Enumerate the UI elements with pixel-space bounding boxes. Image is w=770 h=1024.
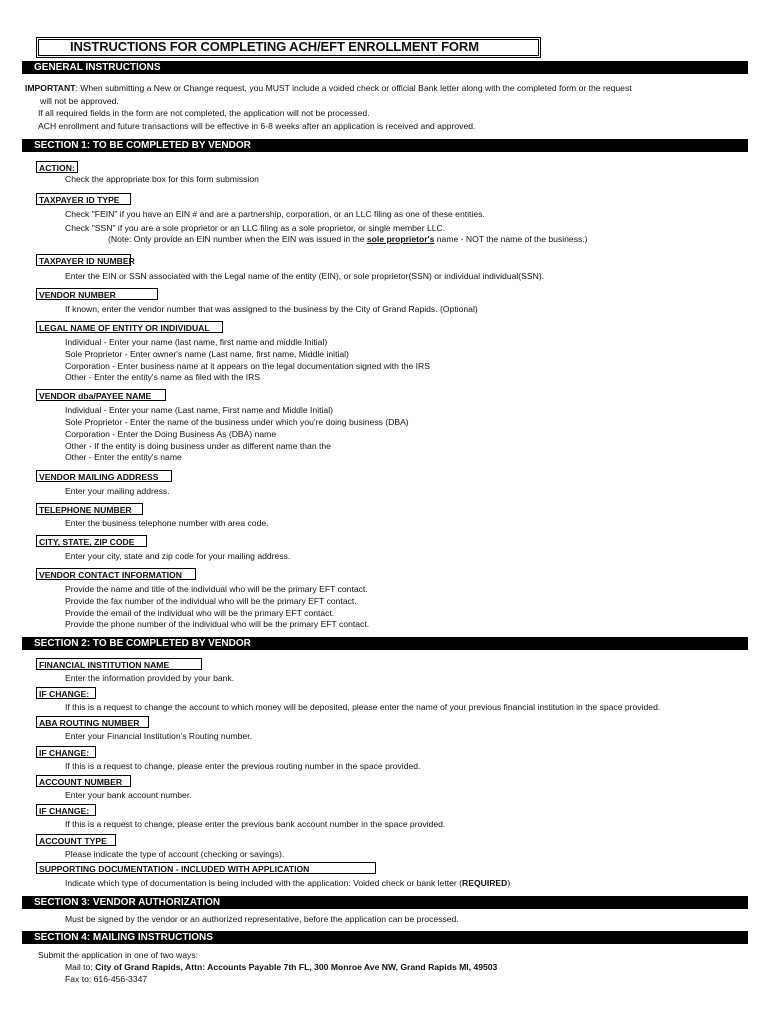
taxpayer-id-type-line-1: Check "FEIN" if you have an EIN # and are a partnership, corporation, or an LLC filing as one of these entities. — [65, 209, 485, 219]
section-4-header: SECTION 4: MAILING INSTRUCTIONS — [22, 931, 748, 944]
submit-intro: Submit the application in one of two ways: — [38, 950, 199, 960]
dba-line: Other - Enter the entity's name — [65, 452, 182, 462]
important-text: : When submitting a New or Change request, you MUST include a voided check or official Bank letter along with the completed form or the request — [75, 83, 632, 93]
account-type-label: ACCOUNT TYPE — [36, 834, 116, 846]
account-number-text: Enter your bank account number. — [65, 790, 192, 800]
if-change-label-2: IF CHANGE: — [36, 746, 96, 758]
contact-line: Provide the name and title of the individual who will be the primary EFT contact. — [65, 584, 368, 594]
general-instructions-header: GENERAL INSTRUCTIONS — [22, 61, 748, 74]
vendor-mailing-address-text: Enter your mailing address. — [65, 486, 170, 496]
taxpayer-id-number-label: TAXPAYER ID NUMBER — [36, 254, 131, 266]
legal-name-label: LEGAL NAME OF ENTITY OR INDIVIDUAL — [36, 321, 223, 333]
taxpayer-id-type-label: TAXPAYER ID TYPE — [36, 193, 131, 205]
dba-line: Other - If the entity is doing business under as different name than the — [65, 441, 331, 451]
vendor-number-label: VENDOR NUMBER — [36, 288, 158, 300]
supporting-documentation-text — [65, 878, 510, 889]
financial-institution-text: Enter the information provided by your bank. — [65, 673, 235, 683]
mail-to-address: City of Grand Rapids, Attn: Accounts Payable 7th FL, 300 Monroe Ave NW, Grand Rapids MI, 49503 — [95, 962, 498, 972]
vendor-mailing-address-label: VENDOR MAILING ADDRESS — [36, 470, 172, 482]
doc-text-post: ) — [507, 878, 511, 888]
telephone-number-label: TELEPHONE NUMBER — [36, 503, 143, 515]
if-change-text-3: If this is a request to change, please enter the previous bank account number in the space provided. — [65, 819, 446, 829]
note-pre: (Note: Only provide an EIN number when the EIN was issued in the — [108, 234, 367, 244]
supporting-documentation-label: SUPPORTING DOCUMENTATION - INCLUDED WITH APPLICATION — [36, 862, 376, 874]
taxpayer-id-type-note — [108, 234, 588, 245]
if-change-label-1: IF CHANGE: — [36, 687, 96, 699]
legal-name-line: Corporation - Enter business name at it appears on the legal documentation signed with the IRS — [65, 361, 430, 371]
financial-institution-label: FINANCIAL INSTITUTION NAME — [36, 658, 202, 670]
general-line-2: If all required fields in the form are not completed, the application will not be processed. — [38, 108, 370, 118]
mail-to-prefix: Mail to: — [65, 962, 96, 972]
vendor-contact-label: VENDOR CONTACT INFORMATION — [36, 568, 196, 580]
vendor-number-text: If known, enter the vendor number that was assigned to the business by the City of Grand Rapids. (Optional) — [65, 304, 478, 314]
important-continuation: will not be approved. — [40, 96, 119, 106]
dba-line: Sole Proprietor - Enter the name of the business under which you're doing business (DBA) — [65, 417, 409, 427]
important-line — [25, 83, 632, 94]
legal-name-line: Sole Proprietor - Enter owner's name (Last name, first name, Middle initial) — [65, 349, 349, 359]
contact-line: Provide the email of the individual who will be the primary EFT contact. — [65, 608, 335, 618]
section-3-header: SECTION 3: VENDOR AUTHORIZATION — [22, 896, 748, 909]
action-label: ACTION: — [36, 161, 78, 173]
if-change-label-3: IF CHANGE: — [36, 804, 96, 816]
dba-line: Corporation - Enter the Doing Business As (DBA) name — [65, 429, 277, 439]
general-line-3: ACH enrollment and future transactions will be effective in 6-8 weeks after an application is received and approved. — [38, 121, 476, 131]
taxpayer-id-number-text: Enter the EIN or SSN associated with the Legal name of the entity (EIN), or sole proprietor(SSN) or individual individual(SSN). — [65, 271, 545, 281]
section-1-header: SECTION 1: TO BE COMPLETED BY VENDOR — [22, 139, 748, 152]
taxpayer-id-type-line-2: Check "SSN" if you are a sole proprietor or an LLC filing as a sole proprietor, or single member LLC. — [65, 223, 446, 233]
mail-to-line — [65, 962, 497, 973]
important-label: IMPORTANT — [25, 83, 76, 93]
section-3-text: Must be signed by the vendor or an authorized representative, before the application can be processed. — [65, 914, 459, 924]
fax-line: Fax to: 616-456-3347 — [65, 974, 148, 984]
telephone-number-text: Enter the business telephone number with area code. — [65, 518, 269, 528]
note-post: name - NOT the name of the business.) — [434, 234, 588, 244]
page-title: INSTRUCTIONS FOR COMPLETING ACH/EFT ENROLLMENT FORM — [70, 39, 479, 54]
if-change-text-2: If this is a request to change, please enter the previous routing number in the space provided. — [65, 761, 421, 771]
legal-name-line: Other - Enter the entity's name as filed with the IRS — [65, 372, 261, 382]
if-change-text-1: If this is a request to change the account to which money will be deposited, please enter the name of your previous financial institution in the space provided. — [65, 702, 661, 712]
vendor-dba-label: VENDOR dba/PAYEE NAME — [36, 389, 166, 401]
city-state-zip-text: Enter your city, state and zip code for your mailing address. — [65, 551, 291, 561]
doc-text-pre: Indicate which type of documentation is being included with the application: Voided check or bank letter ( — [65, 878, 462, 888]
doc-text-required: REQUIRED — [462, 878, 508, 888]
legal-name-line: Individual - Enter your name (last name, first name and middle Initial) — [65, 337, 328, 347]
account-type-text: Please indicate the type of account (checking or savings). — [65, 849, 285, 859]
dba-line: Individual - Enter your name (Last name, First name and Middle Initial) — [65, 405, 333, 415]
city-state-zip-label: CITY, STATE, ZIP CODE — [36, 535, 147, 547]
aba-routing-label: ABA ROUTING NUMBER — [36, 716, 149, 728]
action-text: Check the appropriate box for this form submission — [65, 174, 259, 184]
contact-line: Provide the phone number of the individual who will be the primary EFT contact. — [65, 619, 370, 629]
note-emphasis: sole proprietor's — [366, 234, 435, 244]
section-2-header: SECTION 2: TO BE COMPLETED BY VENDOR — [22, 637, 748, 650]
account-number-label: ACCOUNT NUMBER — [36, 775, 131, 787]
aba-routing-text: Enter your Financial Institution's Routing number. — [65, 731, 252, 741]
contact-line: Provide the fax number of the individual who will be the primary EFT contact. — [65, 596, 357, 606]
